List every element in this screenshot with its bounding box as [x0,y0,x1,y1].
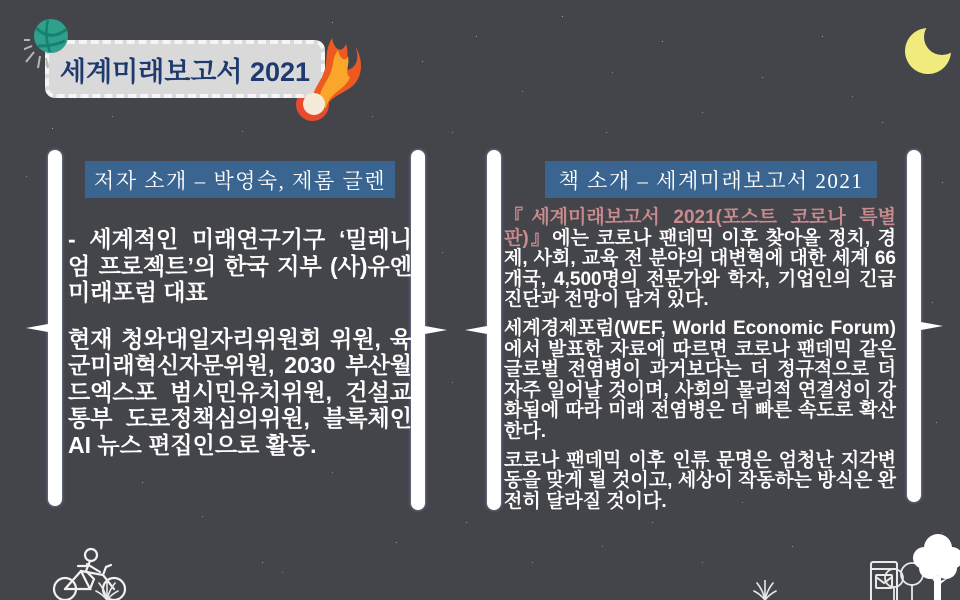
left-panel-close-brace [411,150,425,510]
grass-icon [752,580,778,600]
brace-point [26,324,48,332]
book-intro-paragraph [504,208,896,311]
left-panel-header [85,161,395,198]
brace-point [921,322,943,330]
left-header-label: 저자 소개 – 박영숙, 제롬 글렌 [93,168,387,193]
author-roles-paragraph: 현재 청와대일자리위원회 위원, 육군미래혁신자문위원, 2030 부산월드엑스포 범시민유치위원, 건설교통부 도로정책심의위원, 블록체인 AI 뉴스 편집인으로 활동. [68,325,412,458]
slide-title: 세계미래보고서 2021 [59,56,311,87]
book-intro-rest: 에는 코로나 팬데믹 이후 찾아올 정치, 경제, 사회, 교육 전 분야의 대변혁에 대한 세계 66개국, 4,500명의 전문가와 학자, 기업인의 긴급 진단과 전망이 담겨 있다. [504,227,896,311]
left-panel-open-brace [48,150,62,506]
brace-point [425,326,447,334]
book-title-highlight: 『세계미래보고서 2021(포스트 코로나 특별판)』 [504,207,896,249]
grass-icon [94,580,120,600]
moon-icon [903,22,953,77]
right-panel-close-brace [907,150,921,502]
comet-icon [292,26,364,118]
title-badge [45,40,325,98]
right-panel-open-brace [487,150,501,510]
right-header-label: 책 소개 – 세계미래보고서 2021 [558,168,864,193]
star-field [0,0,1,1]
planet-icon [24,14,78,70]
right-panel-body [504,208,896,512]
author-intro-paragraph: - 세계적인 미래연구기구 ‘밀레니엄 프로젝트’의 한국 지부 (사)유엔 미래포럼 대표 [68,226,412,305]
right-panel-header [545,161,877,198]
wef-paragraph: 세계경제포럼(WEF, World Economic Forum)에서 발표한 자료에 따르면 코로나 팬데믹 같은 글로벌 전염병이 과거보다는 더 정규적으로 더 자주 일어날 것이며, 사회의 물리적 연결성이 강화됨에 따라 미래 전염병은 더 빠른 속도로 확산한다. [504,317,896,442]
left-panel-body [68,226,412,458]
conclusion-paragraph: 코로나 팬데믹 이후 인류 문명은 엄청난 지각변동을 맞게 될 것이고, 세상이 작동하는 방식은 완전히 달라질 것이다. [504,449,896,512]
tree-icon [880,530,960,600]
brace-point [465,326,487,334]
